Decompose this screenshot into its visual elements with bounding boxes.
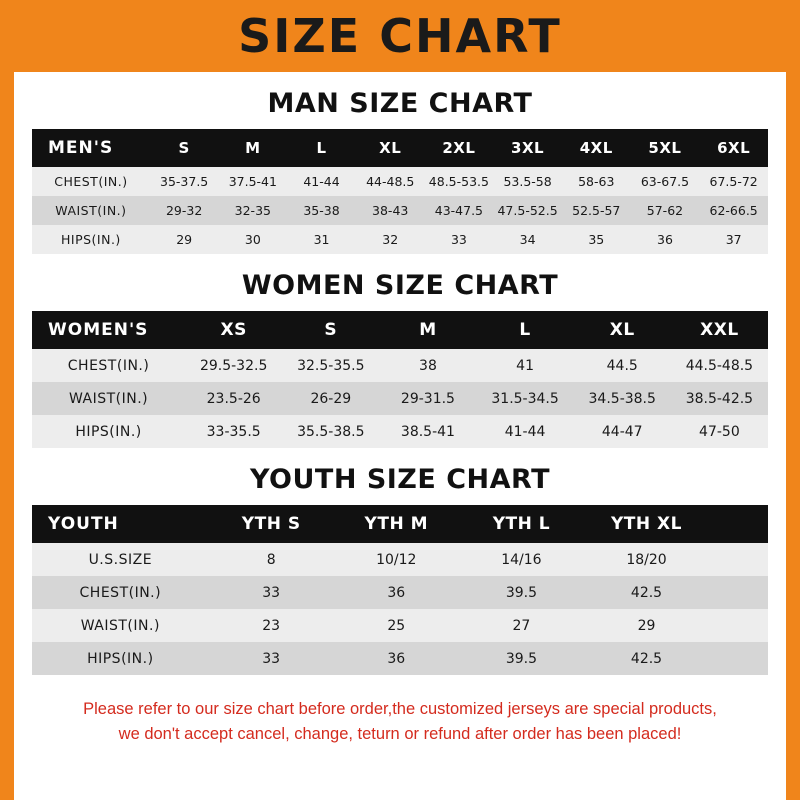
- women-section-title: WOMEN SIZE CHART: [241, 270, 559, 301]
- table-header-row: [32, 129, 768, 167]
- men-cell: 33: [425, 225, 494, 254]
- youth-cell-spacer: [709, 609, 768, 642]
- youth-cell: 36: [334, 576, 459, 609]
- men-cell: 37: [699, 225, 768, 254]
- youth-cell: 33: [209, 642, 334, 675]
- women-header-xxl: XXL: [671, 311, 768, 349]
- men-header-label: MEN'S: [32, 129, 150, 167]
- men-cell: 44-48.5: [356, 167, 425, 196]
- youth-row-label: WAIST(IN.): [32, 609, 209, 642]
- youth-header-yth-m: YTH M: [334, 505, 459, 543]
- men-header-l: L: [287, 129, 356, 167]
- women-cell: 44.5-48.5: [671, 349, 768, 382]
- men-size-table: [32, 129, 768, 254]
- page-title: SIZE CHART: [238, 9, 562, 63]
- men-header-6xl: 6XL: [699, 129, 768, 167]
- footnote-line-1: Please refer to our size chart before order,the customized jerseys are special products,: [83, 700, 717, 718]
- women-cell: 23.5-26: [185, 382, 282, 415]
- table-row: [32, 382, 768, 415]
- men-header-5xl: 5XL: [631, 129, 700, 167]
- men-cell: 53.5-58: [493, 167, 562, 196]
- youth-row-label: U.S.SIZE: [32, 543, 209, 576]
- table-header-row: [32, 505, 768, 543]
- women-cell: 32.5-35.5: [282, 349, 379, 382]
- women-cell: 26-29: [282, 382, 379, 415]
- men-cell: 43-47.5: [425, 196, 494, 225]
- table-row: [32, 609, 768, 642]
- men-row-label: HIPS(IN.): [32, 225, 150, 254]
- men-cell: 30: [218, 225, 287, 254]
- men-header-3xl: 3XL: [493, 129, 562, 167]
- women-cell: 38: [379, 349, 476, 382]
- women-cell: 33-35.5: [185, 415, 282, 448]
- men-cell: 52.5-57: [562, 196, 631, 225]
- youth-cell-spacer: [709, 576, 768, 609]
- men-cell: 34: [493, 225, 562, 254]
- table-row: [32, 167, 768, 196]
- youth-cell: 36: [334, 642, 459, 675]
- table-row: [32, 576, 768, 609]
- men-cell: 35-38: [287, 196, 356, 225]
- footnote-line-2: we don't accept cancel, change, teturn or refund after order has been placed!: [118, 724, 682, 743]
- youth-cell: 18/20: [584, 543, 709, 576]
- youth-header-yth-xl: YTH XL: [584, 505, 709, 543]
- table-row: [32, 642, 768, 675]
- women-header-l: L: [477, 311, 574, 349]
- footnote: [32, 697, 768, 747]
- men-cell: 67.5-72: [699, 167, 768, 196]
- men-section-title: MAN SIZE CHART: [267, 88, 533, 119]
- men-header-2xl: 2XL: [425, 129, 494, 167]
- men-header-xl: XL: [356, 129, 425, 167]
- women-cell: 35.5-38.5: [282, 415, 379, 448]
- youth-header-spacer: [709, 505, 768, 543]
- men-cell: 31: [287, 225, 356, 254]
- women-size-table: [32, 311, 768, 448]
- men-row-label: CHEST(IN.): [32, 167, 150, 196]
- table-row: [32, 349, 768, 382]
- women-cell: 34.5-38.5: [574, 382, 671, 415]
- women-cell: 31.5-34.5: [477, 382, 574, 415]
- table-header-row: [32, 311, 768, 349]
- men-cell: 32-35: [218, 196, 287, 225]
- men-cell: 29: [150, 225, 219, 254]
- table-row: [32, 196, 768, 225]
- women-row-label: HIPS(IN.): [32, 415, 185, 448]
- men-row-label: WAIST(IN.): [32, 196, 150, 225]
- youth-row-label: CHEST(IN.): [32, 576, 209, 609]
- men-cell: 35-37.5: [150, 167, 219, 196]
- men-cell: 32: [356, 225, 425, 254]
- youth-cell: 42.5: [584, 576, 709, 609]
- women-header-label: WOMEN'S: [32, 311, 185, 349]
- men-cell: 63-67.5: [631, 167, 700, 196]
- men-cell: 38-43: [356, 196, 425, 225]
- youth-section-title: YOUTH SIZE CHART: [249, 464, 551, 495]
- women-row-label: WAIST(IN.): [32, 382, 185, 415]
- youth-header-label: YOUTH: [32, 505, 209, 543]
- women-cell: 38.5-42.5: [671, 382, 768, 415]
- women-cell: 41: [477, 349, 574, 382]
- women-cell: 44-47: [574, 415, 671, 448]
- youth-size-table: [32, 505, 768, 675]
- youth-row-label: HIPS(IN.): [32, 642, 209, 675]
- youth-cell: 29: [584, 609, 709, 642]
- youth-cell: 10/12: [334, 543, 459, 576]
- men-cell: 62-66.5: [699, 196, 768, 225]
- youth-cell: 23: [209, 609, 334, 642]
- women-header-xs: XS: [185, 311, 282, 349]
- men-cell: 47.5-52.5: [493, 196, 562, 225]
- men-cell: 36: [631, 225, 700, 254]
- women-cell: 29.5-32.5: [185, 349, 282, 382]
- youth-cell: 33: [209, 576, 334, 609]
- men-cell: 58-63: [562, 167, 631, 196]
- table-row: [32, 225, 768, 254]
- table-row: [32, 415, 768, 448]
- women-header-xl: XL: [574, 311, 671, 349]
- men-cell: 37.5-41: [218, 167, 287, 196]
- men-cell: 35: [562, 225, 631, 254]
- youth-cell-spacer: [709, 543, 768, 576]
- women-cell: 41-44: [477, 415, 574, 448]
- youth-cell: 39.5: [459, 576, 584, 609]
- women-cell: 47-50: [671, 415, 768, 448]
- youth-cell: 8: [209, 543, 334, 576]
- men-cell: 29-32: [150, 196, 219, 225]
- content: [14, 88, 786, 747]
- youth-header-yth-s: YTH S: [209, 505, 334, 543]
- youth-cell: 14/16: [459, 543, 584, 576]
- youth-cell: 39.5: [459, 642, 584, 675]
- men-cell: 48.5-53.5: [425, 167, 494, 196]
- women-row-label: CHEST(IN.): [32, 349, 185, 382]
- men-header-s: S: [150, 129, 219, 167]
- youth-cell: 25: [334, 609, 459, 642]
- youth-cell: 27: [459, 609, 584, 642]
- banner: [0, 0, 800, 72]
- youth-cell-spacer: [709, 642, 768, 675]
- women-cell: 29-31.5: [379, 382, 476, 415]
- men-cell: 57-62: [631, 196, 700, 225]
- youth-cell: 42.5: [584, 642, 709, 675]
- women-cell: 44.5: [574, 349, 671, 382]
- women-header-m: M: [379, 311, 476, 349]
- men-header-m: M: [218, 129, 287, 167]
- women-cell: 38.5-41: [379, 415, 476, 448]
- youth-header-yth-l: YTH L: [459, 505, 584, 543]
- table-row: [32, 543, 768, 576]
- men-cell: 41-44: [287, 167, 356, 196]
- men-header-4xl: 4XL: [562, 129, 631, 167]
- women-header-s: S: [282, 311, 379, 349]
